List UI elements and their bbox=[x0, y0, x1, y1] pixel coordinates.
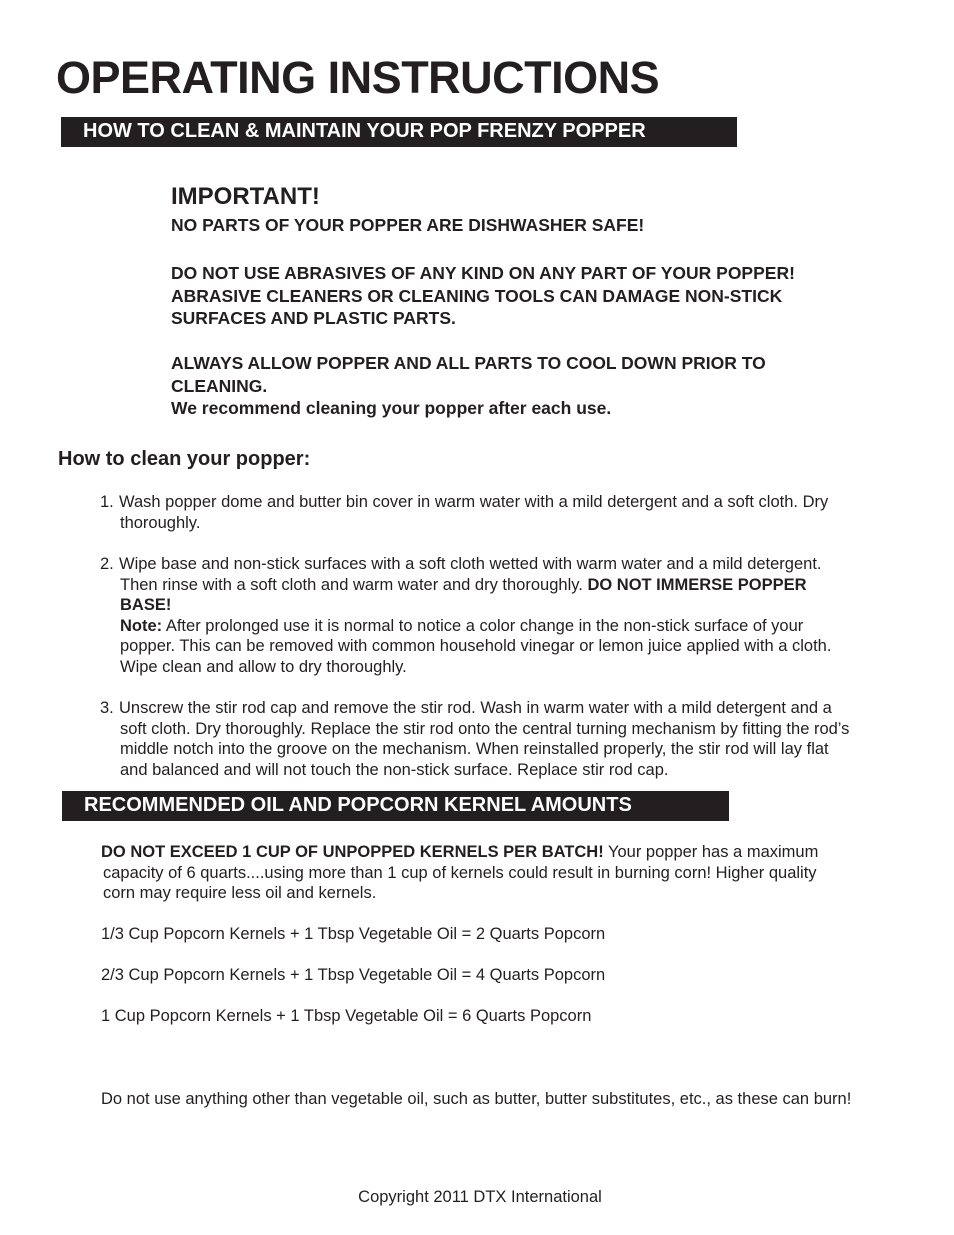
important-line: NO PARTS OF YOUR POPPER ARE DISHWASHER SAFE! bbox=[171, 215, 645, 235]
page-title: OPERATING INSTRUCTIONS bbox=[56, 52, 660, 103]
oil-note: Do not use anything other than vegetable oil, such as butter, butter substitutes, etc., as these can burn! bbox=[101, 1090, 852, 1108]
ratio-4-quarts: 2/3 Cup Popcorn Kernels + 1 Tbsp Vegetable Oil = 4 Quarts Popcorn bbox=[101, 966, 606, 984]
cleaning-step-2 bbox=[100, 554, 900, 678]
step-text: Wash popper dome and butter bin cover in warm water with a mild detergent and a soft cloth. Dry bbox=[119, 493, 829, 511]
step-warning: BASE! bbox=[120, 596, 172, 615]
copyright-footer: Copyright 2011 DTX International bbox=[358, 1188, 602, 1206]
step-text: thoroughly. bbox=[120, 513, 201, 532]
important-cooldown-warning bbox=[171, 352, 871, 420]
note-text: popper. This can be removed with common household vinegar or lemon juice applied with a cloth. bbox=[120, 637, 832, 656]
how-to-clean-heading: How to clean your popper: bbox=[58, 448, 311, 470]
note-text: After prolonged use it is normal to notice a color change in the non-stick surface of your bbox=[162, 616, 804, 635]
note-label: Note: bbox=[120, 616, 163, 635]
cleaning-step-1 bbox=[100, 492, 900, 533]
step-number: 1. bbox=[100, 493, 114, 511]
important-line: ABRASIVE CLEANERS OR CLEANING TOOLS CAN DAMAGE NON-STICK bbox=[171, 285, 783, 306]
section-banner-cleaning: HOW TO CLEAN & MAINTAIN YOUR POP FRENZY POPPER bbox=[61, 117, 737, 147]
step-text: middle notch into the groove on the mechanism. When reinstalled properly, the stir rod will lay flat bbox=[120, 740, 829, 759]
step-number: 3. bbox=[100, 699, 114, 717]
ratio-6-quarts: 1 Cup Popcorn Kernels + 1 Tbsp Vegetable Oil = 6 Quarts Popcorn bbox=[101, 1007, 592, 1025]
ratio-2-quarts: 1/3 Cup Popcorn Kernels + 1 Tbsp Vegetable Oil = 2 Quarts Popcorn bbox=[101, 925, 606, 943]
warning-text: corn may require less oil and kernels. bbox=[103, 884, 377, 903]
warning-text: capacity of 6 quarts....using more than 1 cup of kernels could result in burning corn! Higher quality bbox=[103, 863, 817, 882]
step-text: Wipe base and non-stick surfaces with a soft cloth wetted with warm water and a mild detergent. bbox=[119, 555, 822, 573]
important-heading: IMPORTANT! bbox=[171, 183, 320, 210]
warning-text: Your popper has a maximum bbox=[603, 843, 819, 861]
kernel-limit-warning bbox=[101, 842, 901, 904]
important-line: SURFACES AND PLASTIC PARTS. bbox=[171, 308, 456, 328]
cleaning-step-3 bbox=[100, 698, 900, 780]
step-text: Then rinse with a soft cloth and warm water and dry thoroughly. bbox=[120, 575, 588, 594]
note-text: Wipe clean and allow to dry thoroughly. bbox=[120, 657, 407, 676]
step-text: Unscrew the stir rod cap and remove the stir rod. Wash in warm water with a mild detergent and a bbox=[119, 699, 832, 717]
step-number: 2. bbox=[100, 555, 114, 573]
step-text: and balanced and will not touch the non-stick surface. Replace stir rod cap. bbox=[120, 760, 669, 779]
warning-bold-text: DO NOT EXCEED 1 CUP OF UNPOPPED KERNELS PER BATCH! bbox=[101, 843, 604, 861]
important-dishwasher-warning bbox=[171, 214, 871, 237]
important-line: DO NOT USE ABRASIVES OF ANY KIND ON ANY PART OF YOUR POPPER! bbox=[171, 263, 795, 283]
section-banner-amounts: RECOMMENDED OIL AND POPCORN KERNEL AMOUNTS bbox=[62, 791, 729, 821]
step-warning: DO NOT IMMERSE POPPER bbox=[587, 575, 807, 594]
step-text: soft cloth. Dry thoroughly. Replace the stir rod onto the central turning mechanism by fitting the rod’s bbox=[120, 719, 850, 738]
important-abrasives-warning bbox=[171, 262, 871, 330]
important-line: We recommend cleaning your popper after each use. bbox=[171, 398, 612, 418]
important-line: ALWAYS ALLOW POPPER AND ALL PARTS TO COOL DOWN PRIOR TO bbox=[171, 353, 766, 373]
important-line: CLEANING. bbox=[171, 375, 268, 396]
